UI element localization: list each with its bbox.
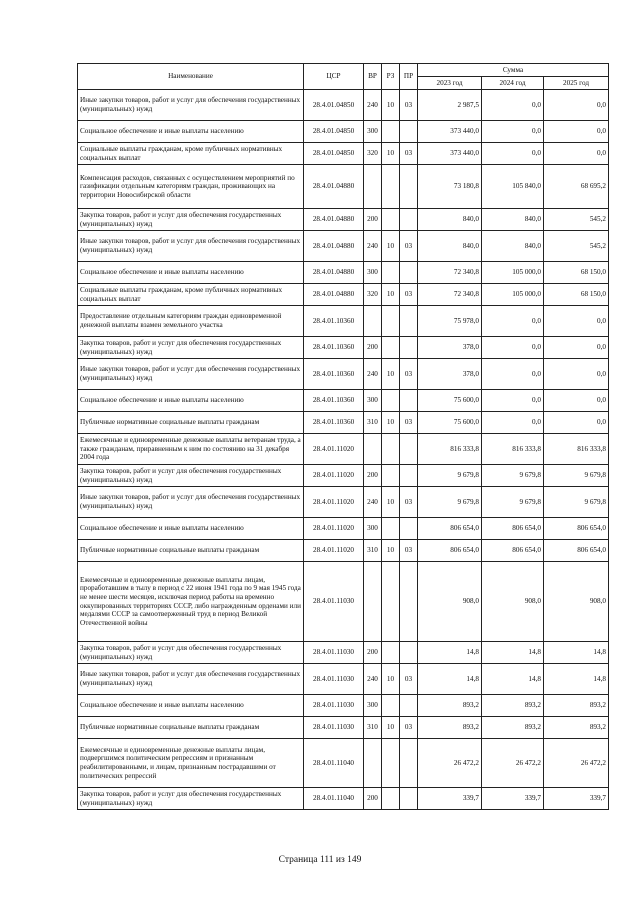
budget-table <box>77 63 609 810</box>
table-row <box>78 337 609 359</box>
cell-2023: 373 440,0 <box>418 143 482 165</box>
cell-csr: 28.4.01.04880 <box>304 209 364 231</box>
cell-csr: 28.4.01.11040 <box>304 788 364 810</box>
cell-rz: 10 <box>382 359 400 390</box>
cell-2023: 26 472,2 <box>418 739 482 788</box>
cell-csr: 28.4.01.04850 <box>304 143 364 165</box>
cell-csr: 28.4.01.11020 <box>304 465 364 487</box>
cell-2024: 840,0 <box>482 209 544 231</box>
header-rz: РЗ <box>382 64 400 90</box>
cell-2025: 893,2 <box>544 695 609 717</box>
cell-2024: 806 654,0 <box>482 518 544 540</box>
cell-2025: 908,0 <box>544 562 609 642</box>
cell-name: Закупка товаров, работ и услуг для обеспечения государственных (муниципальных) нужд <box>78 642 304 664</box>
cell-name: Ежемесячные и единовременные денежные выплаты лицам, проработавшим в тылу в период с 22 июня 1941 года по 9 мая 1945 года не менее шести месяцев, исключая период работы на временно оккупированных территориях СССР, либо награжденным орденами или медалями СССР за самоотверженный труд в период Великой Отечественной войны <box>78 562 304 642</box>
cell-name: Иные закупки товаров, работ и услуг для обеспечения государственных (муниципальных) нужд <box>78 487 304 518</box>
cell-vr: 200 <box>364 788 382 810</box>
header-sum: Сумма <box>418 64 609 77</box>
cell-name: Ежемесячные и единовременные денежные выплаты лицам, подвергшимся политическим репрессиям и признанным реабилитированными, и лицам, признанным пострадавшими от политических репрессий <box>78 739 304 788</box>
table-row <box>78 487 609 518</box>
cell-2025: 0,0 <box>544 359 609 390</box>
cell-vr: 320 <box>364 284 382 306</box>
cell-2025: 806 654,0 <box>544 540 609 562</box>
table-row <box>78 717 609 739</box>
cell-rz: 10 <box>382 412 400 434</box>
cell-csr: 28.4.01.04850 <box>304 121 364 143</box>
cell-2023: 378,0 <box>418 359 482 390</box>
table-row <box>78 695 609 717</box>
cell-csr: 28.4.01.04880 <box>304 231 364 262</box>
cell-rz <box>382 262 400 284</box>
cell-2023: 73 180,8 <box>418 165 482 209</box>
cell-rz <box>382 337 400 359</box>
cell-pr: 03 <box>400 231 418 262</box>
cell-pr <box>400 209 418 231</box>
cell-2025: 0,0 <box>544 337 609 359</box>
table-row <box>78 121 609 143</box>
cell-2023: 14,8 <box>418 642 482 664</box>
table-row <box>78 390 609 412</box>
table-row <box>78 664 609 695</box>
header-csr: ЦСР <box>304 64 364 90</box>
cell-pr: 03 <box>400 90 418 121</box>
cell-name: Социальное обеспечение и иные выплаты населению <box>78 262 304 284</box>
cell-name: Компенсация расходов, связанных с осуществлением мероприятий по газификации отдельным категориям граждан, проживающих на территории Новосибирской области <box>78 165 304 209</box>
cell-pr: 03 <box>400 412 418 434</box>
cell-vr: 200 <box>364 465 382 487</box>
cell-name: Предоставление отдельным категориям граждан единовременной денежной выплаты взамен земельного участка <box>78 306 304 337</box>
cell-vr: 300 <box>364 390 382 412</box>
cell-2025: 0,0 <box>544 143 609 165</box>
cell-2025: 9 679,8 <box>544 465 609 487</box>
cell-2025: 545,2 <box>544 231 609 262</box>
cell-pr <box>400 165 418 209</box>
cell-vr: 310 <box>364 412 382 434</box>
table-row <box>78 518 609 540</box>
cell-2024: 14,8 <box>482 642 544 664</box>
cell-2024: 105 000,0 <box>482 262 544 284</box>
cell-rz <box>382 465 400 487</box>
header-name: Наименование <box>78 64 304 90</box>
cell-vr: 310 <box>364 540 382 562</box>
cell-2024: 26 472,2 <box>482 739 544 788</box>
cell-2024: 806 654,0 <box>482 540 544 562</box>
cell-2025: 68 150,0 <box>544 284 609 306</box>
cell-rz: 10 <box>382 487 400 518</box>
table-row <box>78 143 609 165</box>
page-number: Страница 111 из 149 <box>278 855 362 865</box>
cell-2024: 0,0 <box>482 390 544 412</box>
cell-2025: 14,8 <box>544 642 609 664</box>
cell-2025: 545,2 <box>544 209 609 231</box>
cell-2023: 806 654,0 <box>418 518 482 540</box>
cell-2025: 68 695,2 <box>544 165 609 209</box>
header-year-2025: 2025 год <box>544 77 609 90</box>
cell-2023: 378,0 <box>418 337 482 359</box>
cell-2025: 893,2 <box>544 717 609 739</box>
cell-2023: 9 679,8 <box>418 487 482 518</box>
cell-2024: 0,0 <box>482 306 544 337</box>
cell-2024: 105 000,0 <box>482 284 544 306</box>
cell-2025: 0,0 <box>544 90 609 121</box>
cell-csr: 28.4.01.11020 <box>304 540 364 562</box>
cell-pr <box>400 337 418 359</box>
cell-pr <box>400 562 418 642</box>
cell-csr: 28.4.01.10360 <box>304 390 364 412</box>
cell-2025: 0,0 <box>544 306 609 337</box>
cell-csr: 28.4.01.11040 <box>304 739 364 788</box>
cell-2023: 75 600,0 <box>418 412 482 434</box>
cell-pr <box>400 465 418 487</box>
cell-vr: 310 <box>364 717 382 739</box>
cell-pr: 03 <box>400 284 418 306</box>
cell-2024: 908,0 <box>482 562 544 642</box>
cell-rz <box>382 306 400 337</box>
cell-2023: 893,2 <box>418 717 482 739</box>
cell-2024: 840,0 <box>482 231 544 262</box>
cell-name: Закупка товаров, работ и услуг для обеспечения государственных (муниципальных) нужд <box>78 209 304 231</box>
header-year-2023: 2023 год <box>418 77 482 90</box>
table-row <box>78 465 609 487</box>
cell-name: Иные закупки товаров, работ и услуг для обеспечения государственных (муниципальных) нужд <box>78 359 304 390</box>
cell-2024: 893,2 <box>482 717 544 739</box>
cell-vr <box>364 562 382 642</box>
table-row <box>78 231 609 262</box>
table-row <box>78 739 609 788</box>
cell-2025: 0,0 <box>544 390 609 412</box>
cell-2024: 9 679,8 <box>482 487 544 518</box>
cell-csr: 28.4.01.04880 <box>304 284 364 306</box>
table-body <box>78 90 609 810</box>
cell-pr <box>400 306 418 337</box>
header-pr: ПР <box>400 64 418 90</box>
cell-pr <box>400 642 418 664</box>
cell-2023: 14,8 <box>418 664 482 695</box>
cell-pr <box>400 518 418 540</box>
cell-csr: 28.4.01.11020 <box>304 487 364 518</box>
cell-2023: 75 978,0 <box>418 306 482 337</box>
table-row <box>78 540 609 562</box>
cell-vr: 240 <box>364 664 382 695</box>
cell-2025: 9 679,8 <box>544 487 609 518</box>
cell-rz: 10 <box>382 717 400 739</box>
cell-2025: 806 654,0 <box>544 518 609 540</box>
cell-pr: 03 <box>400 487 418 518</box>
cell-2025: 14,8 <box>544 664 609 695</box>
cell-vr: 240 <box>364 487 382 518</box>
cell-rz <box>382 209 400 231</box>
cell-vr: 240 <box>364 90 382 121</box>
cell-vr: 200 <box>364 337 382 359</box>
cell-name: Социальные выплаты гражданам, кроме публичных нормативных социальных выплат <box>78 284 304 306</box>
cell-name: Публичные нормативные социальные выплаты гражданам <box>78 717 304 739</box>
cell-2025: 26 472,2 <box>544 739 609 788</box>
cell-rz <box>382 390 400 412</box>
cell-csr: 28.4.01.11030 <box>304 717 364 739</box>
cell-name: Социальное обеспечение и иные выплаты населению <box>78 390 304 412</box>
cell-pr: 03 <box>400 717 418 739</box>
cell-2023: 908,0 <box>418 562 482 642</box>
cell-rz <box>382 518 400 540</box>
cell-2024: 0,0 <box>482 359 544 390</box>
cell-name: Закупка товаров, работ и услуг для обеспечения государственных (муниципальных) нужд <box>78 465 304 487</box>
cell-rz <box>382 434 400 465</box>
cell-name: Закупка товаров, работ и услуг для обеспечения государственных (муниципальных) нужд <box>78 337 304 359</box>
cell-2024: 14,8 <box>482 664 544 695</box>
table-row <box>78 412 609 434</box>
cell-2024: 0,0 <box>482 337 544 359</box>
cell-pr: 03 <box>400 143 418 165</box>
cell-name: Социальные выплаты гражданам, кроме публичных нормативных социальных выплат <box>78 143 304 165</box>
cell-rz: 10 <box>382 231 400 262</box>
cell-2024: 0,0 <box>482 121 544 143</box>
cell-name: Ежемесячные и единовременные денежные выплаты ветеранам труда, а также гражданам, приравненным к ним по состоянию на 31 декабря 2004 года <box>78 434 304 465</box>
cell-vr: 200 <box>364 209 382 231</box>
cell-name: Иные закупки товаров, работ и услуг для обеспечения государственных (муниципальных) нужд <box>78 90 304 121</box>
cell-vr <box>364 739 382 788</box>
cell-name: Публичные нормативные социальные выплаты гражданам <box>78 412 304 434</box>
cell-2025: 339,7 <box>544 788 609 810</box>
cell-rz <box>382 642 400 664</box>
cell-pr <box>400 121 418 143</box>
cell-2025: 0,0 <box>544 121 609 143</box>
cell-2023: 806 654,0 <box>418 540 482 562</box>
cell-name: Иные закупки товаров, работ и услуг для обеспечения государственных (муниципальных) нужд <box>78 664 304 695</box>
cell-vr: 320 <box>364 143 382 165</box>
cell-name: Публичные нормативные социальные выплаты гражданам <box>78 540 304 562</box>
cell-2023: 893,2 <box>418 695 482 717</box>
cell-name: Социальное обеспечение и иные выплаты населению <box>78 695 304 717</box>
cell-2025: 816 333,8 <box>544 434 609 465</box>
cell-csr: 28.4.01.10360 <box>304 359 364 390</box>
cell-name: Социальное обеспечение и иные выплаты населению <box>78 121 304 143</box>
table-row <box>78 434 609 465</box>
cell-vr: 300 <box>364 518 382 540</box>
cell-2023: 75 600,0 <box>418 390 482 412</box>
cell-rz: 10 <box>382 143 400 165</box>
cell-csr: 28.4.01.04850 <box>304 90 364 121</box>
cell-name: Социальное обеспечение и иные выплаты населению <box>78 518 304 540</box>
cell-2024: 893,2 <box>482 695 544 717</box>
cell-vr: 240 <box>364 231 382 262</box>
cell-csr: 28.4.01.04880 <box>304 262 364 284</box>
cell-2024: 816 333,8 <box>482 434 544 465</box>
table-row <box>78 90 609 121</box>
cell-2023: 816 333,8 <box>418 434 482 465</box>
cell-rz: 10 <box>382 540 400 562</box>
cell-vr: 300 <box>364 121 382 143</box>
cell-vr: 200 <box>364 642 382 664</box>
cell-name: Иные закупки товаров, работ и услуг для обеспечения государственных (муниципальных) нужд <box>78 231 304 262</box>
cell-2024: 339,7 <box>482 788 544 810</box>
table-row <box>78 306 609 337</box>
cell-csr: 28.4.01.11020 <box>304 434 364 465</box>
table-header <box>78 64 609 90</box>
table-row <box>78 284 609 306</box>
cell-pr <box>400 262 418 284</box>
cell-name: Закупка товаров, работ и услуг для обеспечения государственных (муниципальных) нужд <box>78 788 304 810</box>
cell-csr: 28.4.01.10360 <box>304 337 364 359</box>
cell-pr: 03 <box>400 359 418 390</box>
cell-2023: 373 440,0 <box>418 121 482 143</box>
cell-pr <box>400 788 418 810</box>
cell-vr: 300 <box>364 695 382 717</box>
cell-csr: 28.4.01.10360 <box>304 306 364 337</box>
cell-2023: 72 340,8 <box>418 284 482 306</box>
cell-2024: 9 679,8 <box>482 465 544 487</box>
table-row <box>78 359 609 390</box>
table-row <box>78 262 609 284</box>
cell-pr <box>400 739 418 788</box>
cell-rz: 10 <box>382 284 400 306</box>
cell-2024: 0,0 <box>482 90 544 121</box>
cell-vr: 240 <box>364 359 382 390</box>
cell-2024: 0,0 <box>482 143 544 165</box>
cell-rz: 10 <box>382 664 400 695</box>
cell-pr <box>400 695 418 717</box>
table-row <box>78 562 609 642</box>
cell-2025: 0,0 <box>544 412 609 434</box>
cell-vr <box>364 434 382 465</box>
cell-csr: 28.4.01.11030 <box>304 695 364 717</box>
header-year-2024: 2024 год <box>482 77 544 90</box>
cell-rz <box>382 121 400 143</box>
cell-pr: 03 <box>400 540 418 562</box>
cell-pr <box>400 390 418 412</box>
header-vr: ВР <box>364 64 382 90</box>
cell-rz <box>382 739 400 788</box>
cell-csr: 28.4.01.04880 <box>304 165 364 209</box>
cell-vr <box>364 306 382 337</box>
table-row <box>78 788 609 810</box>
cell-vr <box>364 165 382 209</box>
cell-2023: 2 987,5 <box>418 90 482 121</box>
cell-2023: 339,7 <box>418 788 482 810</box>
cell-2023: 9 679,8 <box>418 465 482 487</box>
cell-rz <box>382 695 400 717</box>
cell-pr: 03 <box>400 664 418 695</box>
cell-csr: 28.4.01.11030 <box>304 562 364 642</box>
cell-csr: 28.4.01.11020 <box>304 518 364 540</box>
cell-csr: 28.4.01.11030 <box>304 642 364 664</box>
cell-2023: 840,0 <box>418 231 482 262</box>
cell-pr <box>400 434 418 465</box>
cell-rz: 10 <box>382 90 400 121</box>
cell-2025: 68 150,0 <box>544 262 609 284</box>
cell-vr: 300 <box>364 262 382 284</box>
cell-rz <box>382 562 400 642</box>
cell-csr: 28.4.01.10360 <box>304 412 364 434</box>
table-row <box>78 209 609 231</box>
cell-2023: 840,0 <box>418 209 482 231</box>
cell-rz <box>382 788 400 810</box>
cell-2024: 105 840,0 <box>482 165 544 209</box>
cell-rz <box>382 165 400 209</box>
table-row <box>78 165 609 209</box>
cell-2023: 72 340,8 <box>418 262 482 284</box>
cell-2024: 0,0 <box>482 412 544 434</box>
table-row <box>78 642 609 664</box>
cell-csr: 28.4.01.11030 <box>304 664 364 695</box>
